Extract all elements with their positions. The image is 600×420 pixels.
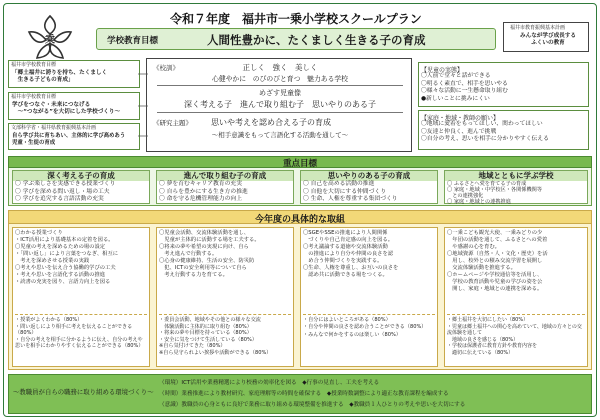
focus-col-3-title: 思いやりのある子の育成 — [301, 171, 437, 181]
right-box-wishes-title: 【家庭・地域・教師の願い】 — [421, 115, 500, 122]
list-item: 〇 夢を育むキャリア教育の充実 — [159, 181, 242, 187]
left-box-3-text: 自ら学び共に育ちあい、主体的に学び高めあう 児童・生徒の育成 — [12, 133, 126, 147]
right-box-students-title: 【児童の実態】 — [421, 67, 464, 74]
theme-line1: 思いや考えを認め合える子の育成 — [211, 118, 331, 127]
focus-col-1-title: 深く考える子の育成 — [13, 171, 149, 181]
divider — [157, 112, 403, 113]
list-item: 〇 生命、人権を尊重する集団づくり — [303, 196, 398, 203]
approach-col-4-main: 〇一乗こども観光大使、一乗みどりの少 年団の活動を通して、ふるさとへの愛着 や感謝の心を育む。 〇地域資源（自然・人・文化・歴史）を活 用し、校外との積み交流学習を展開し 交流体験活動を推進する。 〇ホームページや学校通信等を活用し、 学校の教育活動や児童の学びの姿を公 開し、家庭・地域との連携を深める。 — [447, 230, 548, 292]
left-box-1 — [8, 60, 140, 88]
focus-col-3-list — [301, 181, 437, 204]
list-item: 〇 学びを深める問い返し・場の工夫 — [15, 188, 110, 195]
list-item: 〇明るく素直で、相手を思いやる — [421, 80, 508, 87]
focus-col-4-list — [445, 181, 587, 205]
focus-col-1 — [12, 170, 150, 204]
footer-bar — [8, 374, 592, 414]
footer-left: ～教職員が自らの職務に取り組める環境づくり～ — [13, 388, 154, 396]
connector-arrows — [138, 58, 150, 152]
page-title: 令和７年度 福井市一乗小学校スクールプラン — [170, 12, 422, 26]
approach-col-1-main: 〇わかる授業づくり ・ICT活用により基礎基本の定着を図る。 〇児童の考えを深めるための場の設定 ・「問い返し」により言葉をつなぎ、相互に 考えを深めさせる授業の実践 〇考えや思いを伝え合う協働的学びの工夫 ・考えや思いを言語化する活動の推進 ・読書の充実を図り、言語力向上を図る — [15, 230, 119, 285]
footer-line-2: （時間）業務推進により教材研究、家庭理解等の時間を確保する ◆授業時数調整により適正な教育課程を編成する — [159, 391, 449, 397]
right-box-wishes-list — [421, 121, 549, 144]
approach-col-2-eval: ・委員会活動、地域やその他との様々な交流 体験活動に主体的に取り組む（80%） ・将来の夢や目標を持っている（80%） ・安全に気をつけて生活している（80%） ※自ら気付けてきた（80%） ※自ら見守られよい挨拶や活動ができる（80%） — [159, 314, 291, 357]
list-item: 〇 学びを追究する言語活動の充実 — [15, 196, 104, 203]
motto-line2: 心健やかに のびのびと育つ 魅力ある学校 — [212, 75, 348, 83]
focus-col-2 — [156, 170, 294, 204]
left-box-2 — [8, 92, 140, 120]
list-item: ●新しいことに挑みにくい — [421, 95, 490, 102]
list-item: 〇様々な活動に一生懸命取り組む — [421, 88, 508, 95]
list-item: 〇 自らを豊かにする生き方の推進 — [159, 188, 248, 195]
approach-col-1-eval: ・授業がよくわかる（80%） ・問い返しにより相手に考えを伝えることができる（80%） ・自分の考えを相手に分かるように伝え、自分の考えや思いを相手にわかりやすく伝えることができる（80%） — [15, 314, 147, 350]
list-item: 〇 命を守る危機管理能力の向上 — [159, 196, 242, 203]
list-item: 〇 自己を高める活動の推進 — [303, 181, 375, 187]
school-goal-text: 人間性豊かに、たくましく生きる子の育成 — [207, 33, 426, 47]
focus-col-3 — [300, 170, 438, 204]
focus-col-1-list — [13, 181, 149, 204]
left-box-1-title: 福井市学校教育目標 — [11, 62, 57, 68]
focus-col-2-list — [157, 181, 293, 204]
theme-label: 《研究主題》 — [153, 119, 192, 127]
school-logo — [24, 12, 76, 64]
list-item: 〇自分の考え、思いを相手に分かりやすく伝える — [421, 136, 549, 143]
motto-line1: 正しく 強く 美しく — [242, 63, 318, 72]
list-item: 〇地域に愛着をもってほしい、関わってほしい — [421, 121, 543, 127]
svg-text:乘: 乘 — [45, 35, 55, 46]
left-box-2-text: 学びをつなぐ・未来につなげる ～“つながる”を大切にした学校づくり～ — [12, 102, 121, 116]
city-plan-text: みんなが学び成長する ふくいの教育 — [520, 33, 576, 46]
right-box-students-list — [421, 73, 508, 103]
left-box-2-title: 福井市学校教育目標 — [11, 94, 57, 100]
left-box-3 — [8, 123, 140, 150]
city-plan-box — [503, 22, 589, 52]
aim-text: 深く考える子 進んで取り組む子 思いやりのある子 — [184, 100, 376, 109]
motto-label: 《校訓》 — [153, 64, 179, 72]
focus-col-4 — [444, 170, 588, 204]
center-panel — [146, 58, 412, 152]
left-box-1-text: 「郷土福井に誇りを持ち、たくましく 生きる子どもの育成」 — [12, 70, 108, 84]
focus-label: 重点目標 — [282, 159, 317, 169]
left-box-3-title: 文部科学省・福井県教育振興基本計画 — [11, 125, 97, 131]
list-item: 〇 ふるさとへ愛を育てる子の育成 — [447, 181, 527, 187]
theme-line2: ～相手意識をもって言語化する活動を通して～ — [211, 131, 349, 139]
city-plan-title: 福井市教育振興基本計画 — [510, 25, 566, 31]
approach-col-2 — [156, 227, 294, 367]
cherry-blossom-logo-icon — [24, 12, 76, 64]
list-item: との連携強化 — [447, 193, 484, 199]
aim-label: めざす児童像 — [259, 89, 301, 97]
school-goal-bar — [96, 28, 496, 50]
footer-line-1: （環境）ICT活用や業務精選により校務の効率化を図る ◆行事の見直し、工夫を考える — [159, 380, 380, 386]
list-item: 〇友達と仲良く、進んで挑戦 — [421, 128, 497, 135]
list-item: 〇 学ぶ楽しさを実感できる授業づくり — [15, 181, 116, 187]
focus-col-4-title: 地域とともに学ぶ学校 — [445, 171, 587, 181]
approach-col-4 — [444, 227, 588, 367]
school-goal-label: 学校教育目標 — [107, 36, 159, 46]
approach-col-1 — [12, 227, 150, 367]
focus-col-2-title: 進んで取り組む子の育成 — [157, 171, 293, 181]
approach-col-3-main: 〇SGEやSSEの推進により人間関係 づくりや自己肯定感の向上を図る。 〇考え議論する道徳や交流体験活動 の推進により自分や仲間の良さを認 め合う仲間づくりを実践する。 〇生命、人権を尊重し、お互いの良さを 認め共に活動できる場をつくる。 — [303, 230, 399, 278]
approach-col-2-main: 〇児童会活動、交流体験活動を通し、 児童が主体的に活動する場を工夫する。 〇将来の夢や希望の実現に向け、自ら 考え進んで行動する。 〇心身の健康維持、生活の安全、防災防 犯、ICTの安全利用等について自ら 考え行動する力を育てる。 — [159, 230, 260, 278]
approach-col-3-eval: ・自分にはよいところがある（80%） ・自分や仲間の良さを認め合うことができる（80%） ・みんなで何かをするのは楽しい（80%） — [303, 314, 435, 339]
footer-line-3: （意識）教職員の心身ともに良好で業務に取り組める環境整備を推進する ◆教職員１人ひとりの考えや思いを大切にする — [159, 402, 466, 408]
right-box-students — [418, 62, 589, 107]
approach-label: 今年度の具体的な取組 — [254, 215, 345, 225]
list-item: 〇 家庭・地域との連携推進 — [447, 199, 511, 205]
list-item: 〇 自他を大切にする仲間づくり — [303, 188, 386, 195]
list-item: 〇 家庭・地域・中学校区・各関係機関等 — [447, 187, 543, 193]
approach-col-4-eval: ・郷土福井を大切にしたい（80%） ・児童は郷土福井への関心を高めていて、地域の方々との交流体験を通して 地域の良さを感じる（80%） ・学校は保護者に教育方針や教育内容を 適切に伝えている（80%） — [447, 314, 585, 357]
right-box-wishes — [418, 110, 589, 150]
divider — [157, 85, 403, 86]
list-item: 〇人前で堂々と話ができる — [421, 73, 491, 79]
approach-col-3 — [300, 227, 438, 367]
